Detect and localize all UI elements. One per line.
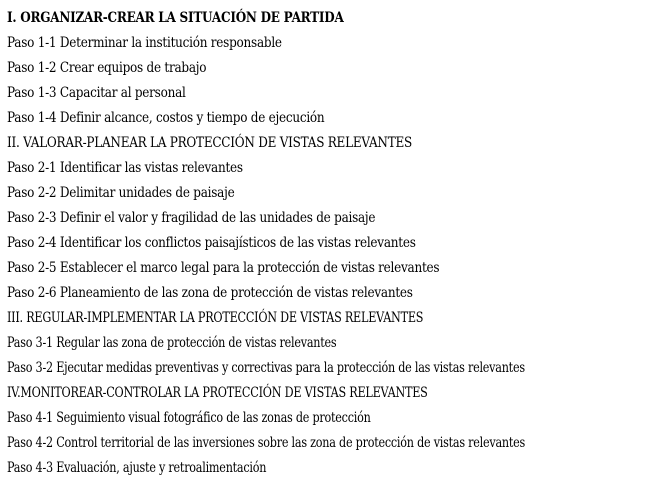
step-1-4: Paso 1-4 Definir alcance, costos y tiempo de ejecución xyxy=(7,110,325,126)
step-2-1: Paso 2-1 Identificar las vistas relevantes xyxy=(7,160,243,176)
step-3-2: Paso 3-2 Ejecutar medidas preventivas y correctivas para la protección de las vistas relevantes xyxy=(7,360,525,376)
step-4-2: Paso 4-2 Control territorial de las inversiones sobre las zona de protección de vistas relevantes xyxy=(7,435,526,451)
step-1-3: Paso 1-3 Capacitar al personal xyxy=(7,85,186,101)
section-1-heading: I. ORGANIZAR-CREAR LA SITUACIÓN DE PARTIDA xyxy=(7,10,344,26)
step-3-1: Paso 3-1 Regular las zona de protección de vistas relevantes xyxy=(7,335,337,351)
section-3-heading: III. REGULAR-IMPLEMENTAR LA PROTECCIÓN DE VISTAS RELEVANTES xyxy=(7,310,424,326)
step-4-3: Paso 4-3 Evaluación, ajuste y retroalimentación xyxy=(7,460,267,476)
section-2-heading: II. VALORAR-PLANEAR LA PROTECCIÓN DE VISTAS RELEVANTES xyxy=(7,135,412,151)
step-2-2: Paso 2-2 Delimitar unidades de paisaje xyxy=(7,185,235,201)
step-1-1: Paso 1-1 Determinar la institución responsable xyxy=(7,35,282,51)
step-2-6: Paso 2-6 Planeamiento de las zona de protección de vistas relevantes xyxy=(7,285,413,301)
section-4-heading: IV.MONITOREAR-CONTROLAR LA PROTECCIÓN DE VISTAS RELEVANTES xyxy=(7,385,428,401)
document-body xyxy=(7,6,651,481)
step-1-2: Paso 1-2 Crear equipos de trabajo xyxy=(7,60,207,76)
step-2-4: Paso 2-4 Identificar los conflictos paisajísticos de las vistas relevantes xyxy=(7,235,416,251)
step-2-5: Paso 2-5 Establecer el marco legal para la protección de vistas relevantes xyxy=(7,260,440,276)
step-4-1: Paso 4-1 Seguimiento visual fotográfico de las zonas de protección xyxy=(7,410,371,426)
step-2-3: Paso 2-3 Definir el valor y fragilidad de las unidades de paisaje xyxy=(7,210,376,226)
